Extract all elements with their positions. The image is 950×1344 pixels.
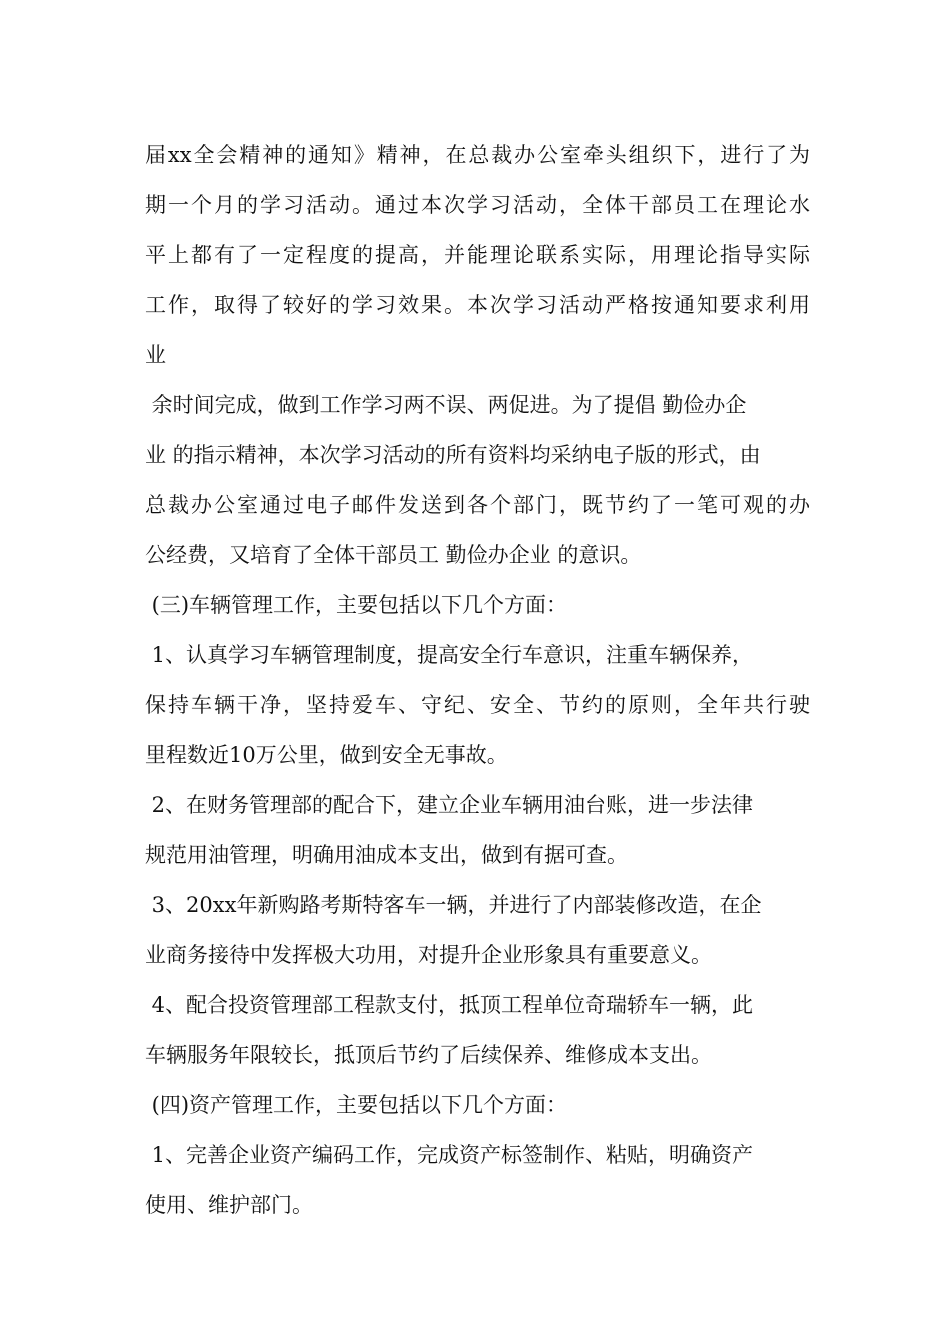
text-line: 工作，取得了较好的学习效果。本次学习活动严格按通知要求利用 [145, 293, 810, 317]
text-line: 总裁办公室通过电子邮件发送到各个部门，既节约了一笔可观的办 [145, 493, 810, 517]
text-line: 使用、维护部门。 [145, 1193, 313, 1217]
text-line: 平上都有了一定程度的提高，并能理论联系实际，用理论指导实际 [145, 243, 810, 267]
text-line: 里程数近10万公里，做到安全无事故。 [145, 743, 508, 767]
text-line: 业 [145, 343, 166, 367]
text-line: 保持车辆干净，坚持爱车、守纪、安全、节约的原则，全年共行驶 [145, 693, 810, 717]
section-heading: (四)资产管理工作，主要包括以下几个方面： [145, 1093, 568, 1117]
text-line: 1、认真学习车辆管理制度，提高安全行车意识，注重车辆保养， [145, 643, 754, 667]
text-line: 业 的指示精神，本次学习活动的所有资料均采纳电子版的形式，由 [145, 443, 761, 467]
text-line: 余时间完成，做到工作学习两不误、两促进。为了提倡 勤俭办企 [145, 393, 747, 417]
document-body [145, 130, 810, 1230]
text-line: 4、配合投资管理部工程款支付，抵顶工程单位奇瑞轿车一辆，此 [145, 993, 754, 1017]
text-line: 2、在财务管理部的配合下，建立企业车辆用油台账，进一步法律 [145, 793, 754, 817]
text-line: 规范用油管理，明确用油成本支出，做到有据可查。 [145, 843, 628, 867]
text-line: 期一个月的学习活动。通过本次学习活动，全体干部员工在理论水 [145, 193, 810, 217]
text-line: 业商务接待中发挥极大功用，对提升企业形象具有重要意义。 [145, 943, 712, 967]
text-line: 届xx全会精神的通知》精神，在总裁办公室牵头组织下，进行了为 [145, 143, 810, 167]
text-line: 车辆服务年限较长，抵顶后节约了后续保养、维修成本支出。 [145, 1043, 712, 1067]
section-heading: (三)车辆管理工作，主要包括以下几个方面： [145, 593, 568, 617]
text-line: 1、完善企业资产编码工作，完成资产标签制作、粘贴，明确资产 [145, 1143, 754, 1167]
text-line: 3、20xx年新购路考斯特客车一辆，并进行了内部装修改造，在企 [145, 893, 762, 917]
text-line: 公经费，又培育了全体干部员工 勤俭办企业 的意识。 [145, 543, 642, 567]
